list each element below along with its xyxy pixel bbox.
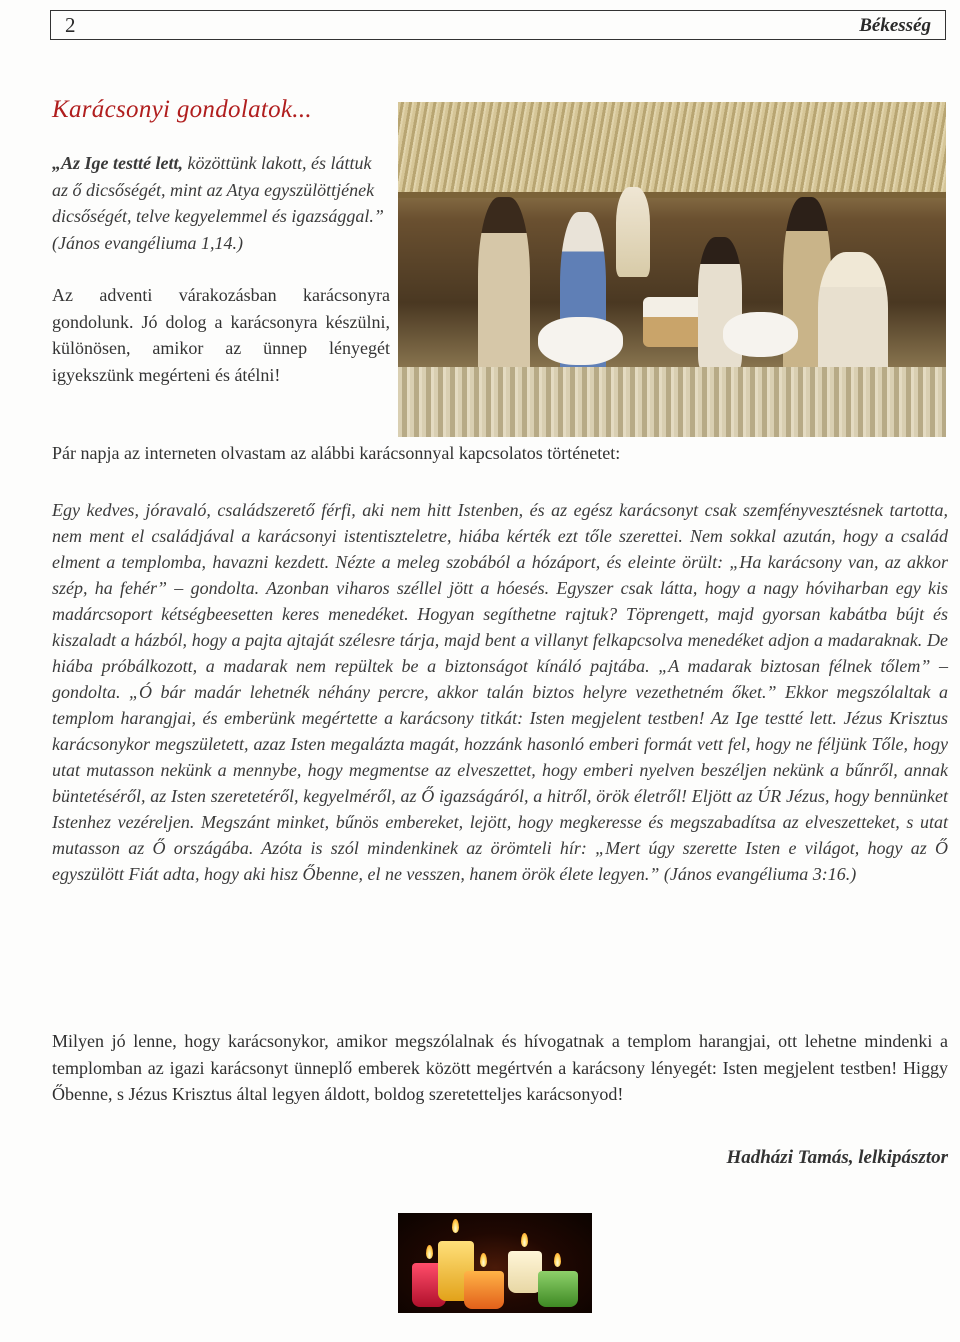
nativity-scene-photo	[398, 102, 946, 437]
flame-1	[426, 1245, 433, 1259]
page-number: 2	[65, 13, 76, 37]
wooden-fence	[398, 367, 946, 437]
flame-4	[521, 1233, 528, 1247]
candle-orange	[464, 1271, 504, 1309]
thatched-roof	[398, 102, 946, 198]
journal-name: Békesség	[859, 15, 931, 36]
candle-cream	[508, 1251, 542, 1293]
left-column	[52, 150, 390, 388]
advent-paragraph: Az adventi várakozásban karácsonyra gondolunk. Jó dolog a karácsonyra készülni, különösen, amikor az ünnep lényegét igyekszünk megérteni és átélni!	[52, 285, 390, 385]
sheep-left	[538, 317, 623, 365]
closing-paragraph: Milyen jó lenne, hogy karácsonykor, amikor megszólalnak és hívogatnak a templom harangjai, ott lehetne mindenki a templomban az igazi karácsonyt ünneplő emberek között megértvén a karácsony lényegét: Isten megjelent testben! Higgy Őbenne, s Jézus Krisztus által legyen áldott, boldog szeretetteljes karácsonyod!	[52, 1031, 948, 1104]
quote-text: közöttünk lakott, és láttuk az ő dicsőségét, mint az Atya egyszülöttjének dicsőségét, telve kegyelemmel és igazsággal.” (János evangéliuma 1,14.)	[52, 153, 384, 253]
story-paragraph: Egy kedves, jóravaló, családszerető férfi, aki nem hitt Istenben, és az egész karácsonyt csak szemfényvesztésnek tartotta, nem ment el családjával a karácsonyi istentiszteletre, hiába kérték ezt tőle szerettei. Nem sokkal azután, hogy a család elment a templomba, havazni kezdett. Nézte a meleg szobából a hózáport, és eleinte örült: „Ha karácsony van, az akkor szép, ha fehér” – gondolta. Azonban viharos széllel jött a hóesés. Egyszer csak látta, hogy a nagy hóviharban egy kis madárcsoport kétségbeesetten keres menedéket. Hogyan segíthetne rajtuk? Töprengett, majd gyorsan kabátba bújt és kiszaladt a házból, hogy a pajta ajtaját szélesre tárja, majd bent a villanyt felkapcsolva menedéket adjon a madaraknak. De hiába próbálkozott, a madarak nem repültek be a biztonságot kínáló pajtába. „A madarak biztosan félnek tőlem” – gondolta. „Ó bár madár lehetnék néhány percre, akkor talán biztos helyre vezethetném őket.” Ekkor megszólaltak a templom harangjai, és emberünk megértette a karácsony titkát: Isten megjelent testben! Az Ige testté lett. Jézus Krisztus karácsonykor megszületett, azaz Isten megalázta magát, hozzánk hasonló emberi formát vett fel, hogy ne féljünk Tőle, hogy utat mutasson nekünk a mennybe, hogy megmentse az elveszettet, hogy emberi nyelven beszéljen nekünk a bűnről, annak büntetéséről, az Isten szeretetéről, kegyelméről, az Ő igazságáról, a hitről, örök életről! Eljött az ÚR Jézus, hogy bennünket Istenhez vezéreljen. Megszánt minket, bűnös embereket, lejött, hogy megkeresse és megszabadítsa az elveszetteket, s utat mutasson az Ő országába. Azóta is szól mindenkinek az örömteli hír: „Mert úgy szerette Isten e világot, hogy az Ő egyszülött Fiát adta, hogy aki hisz Őbenne, el ne vesszen, hanem örök élete legyen.” (János evangéliuma 3:16.)	[52, 500, 948, 884]
flame-2	[452, 1219, 459, 1233]
flame-5	[554, 1253, 561, 1267]
bible-quote	[52, 150, 390, 256]
author-signature: Hadházi Tamás, lelkipásztor	[726, 1147, 948, 1168]
article-title: Karácsonyi gondolatok...	[52, 96, 312, 123]
figure-angel	[616, 187, 650, 277]
quote-bold-part: „Az Ige testté lett,	[52, 153, 183, 173]
figure-mary	[560, 212, 606, 392]
candles-photo	[398, 1213, 592, 1313]
flame-3	[480, 1253, 487, 1267]
intro-line: Pár napja az interneten olvastam az alábbi karácsonnyal kapcsolatos történetet:	[52, 443, 621, 463]
sheep-right	[723, 312, 798, 357]
page-header	[50, 10, 946, 40]
candle-green	[538, 1271, 578, 1307]
